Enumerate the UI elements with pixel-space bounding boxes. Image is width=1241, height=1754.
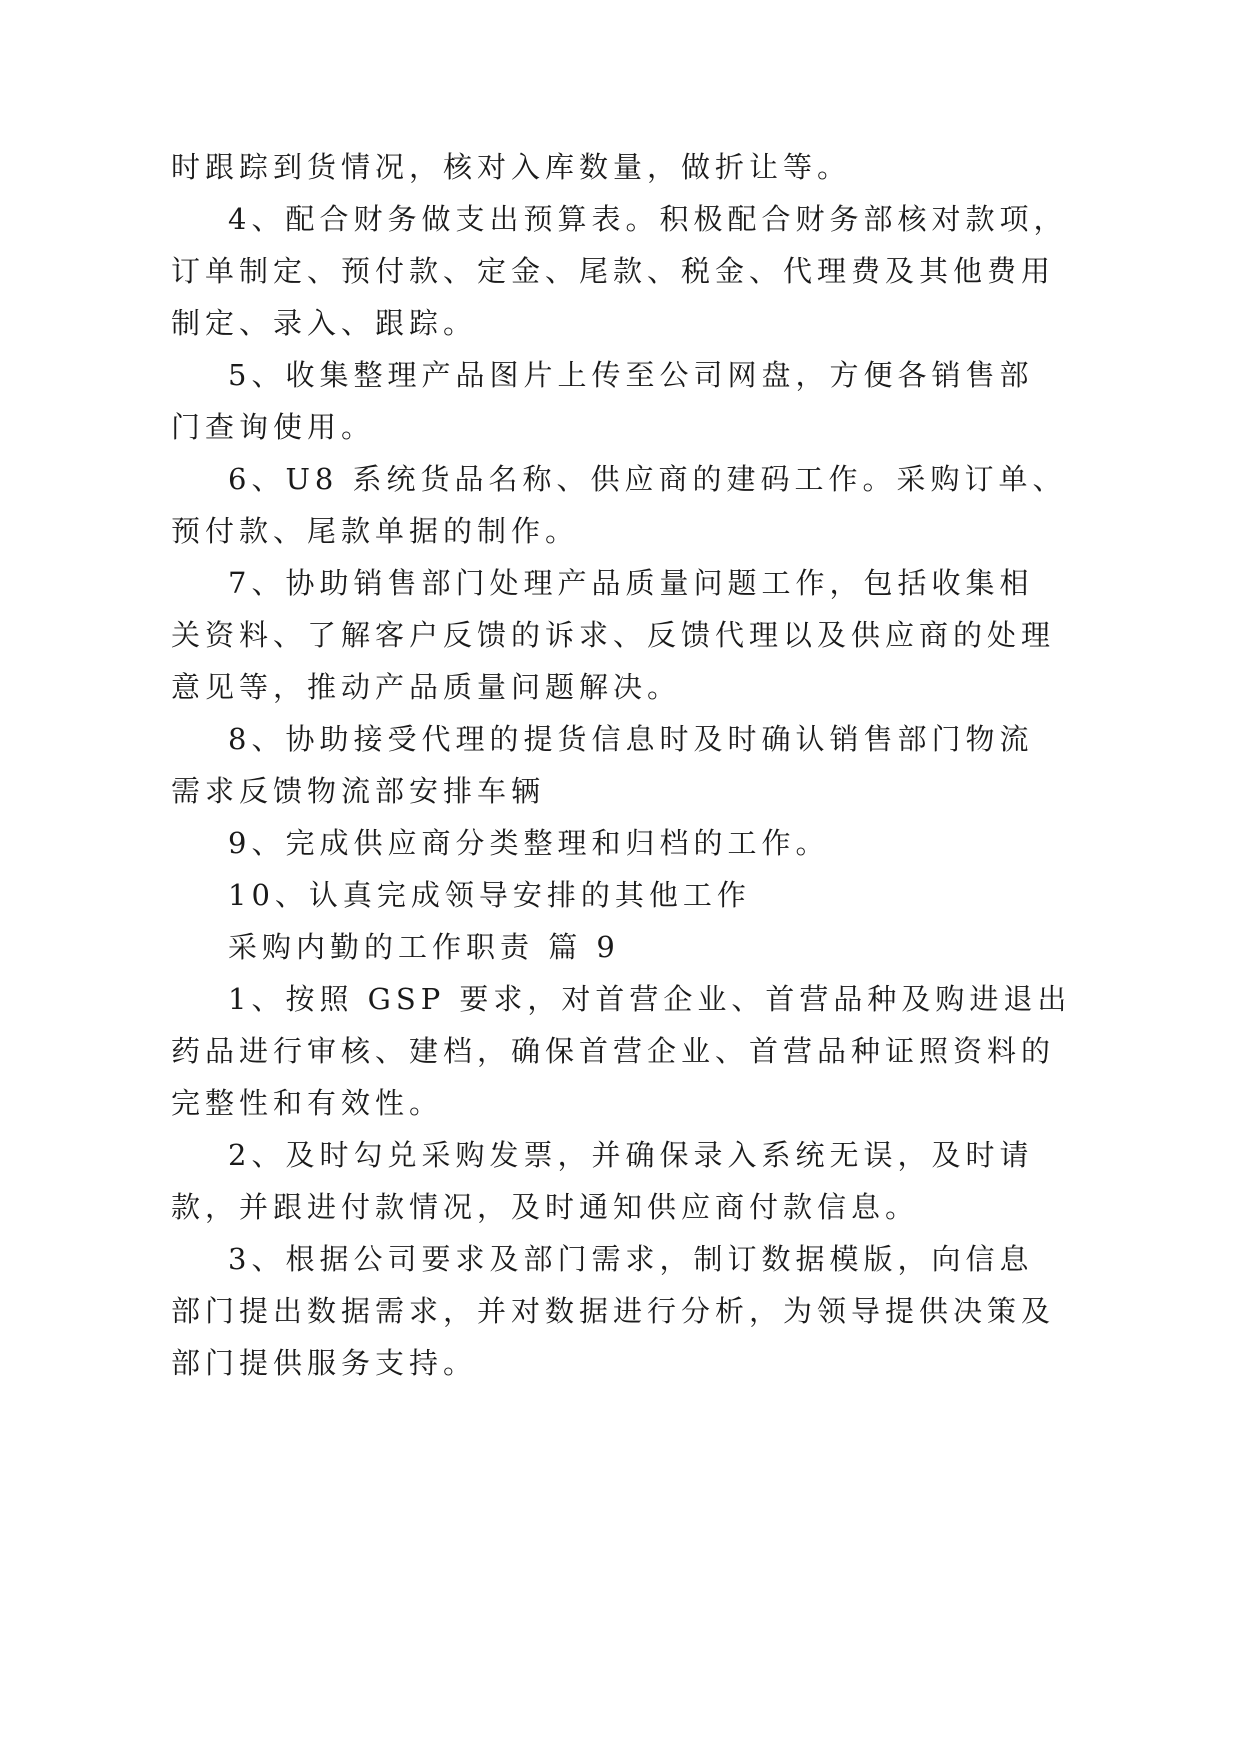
- text-line: 部门提供服务支持。: [171, 1346, 478, 1380]
- text-line: 8、协助接受代理的提货信息时及时确认销售部门物流: [228, 722, 1034, 756]
- text-line: 6、U8 系统货品名称、供应商的建码工作。采购订单、: [228, 462, 1067, 496]
- text-line: 款，并跟进付款情况，及时通知供应商付款信息。: [171, 1190, 920, 1224]
- text-line: 关资料、了解客户反馈的诉求、反馈代理以及供应商的处理: [171, 618, 1056, 652]
- text-line: 1、按照 GSP 要求，对首营企业、首营品种及购进退出: [228, 982, 1072, 1016]
- text-line: 门查询使用。: [171, 410, 376, 444]
- text-line: 预付款、尾款单据的制作。: [171, 514, 580, 548]
- text-line: 9、完成供应商分类整理和归档的工作。: [228, 826, 830, 860]
- text-line: 7、协助销售部门处理产品质量问题工作，包括收集相: [228, 566, 1034, 600]
- section-heading: 采购内勤的工作职责 篇 9: [228, 930, 620, 964]
- text-line: 5、收集整理产品图片上传至公司网盘，方便各销售部: [228, 358, 1034, 392]
- text-line: 制定、录入、跟踪。: [171, 306, 478, 340]
- text-line: 10、认真完成领导安排的其他工作: [228, 878, 751, 912]
- text-line: 意见等，推动产品质量问题解决。: [171, 670, 682, 704]
- text-line: 2、及时勾兑采购发票，并确保录入系统无误，及时请: [228, 1138, 1034, 1172]
- text-line: 订单制定、预付款、定金、尾款、税金、代理费及其他费用: [171, 254, 1056, 288]
- text-line: 需求反馈物流部安排车辆: [171, 774, 546, 808]
- text-line: 3、根据公司要求及部门需求，制订数据模版，向信息: [228, 1242, 1034, 1276]
- text-line: 部门提出数据需求，并对数据进行分析，为领导提供决策及: [171, 1294, 1056, 1328]
- text-line: 药品进行审核、建档，确保首营企业、首营品种证照资料的: [171, 1034, 1056, 1068]
- text-line: 时跟踪到货情况，核对入库数量，做折让等。: [171, 150, 852, 184]
- text-line: 4、配合财务做支出预算表。积极配合财务部核对款项，: [228, 202, 1068, 236]
- text-line: 完整性和有效性。: [171, 1086, 444, 1120]
